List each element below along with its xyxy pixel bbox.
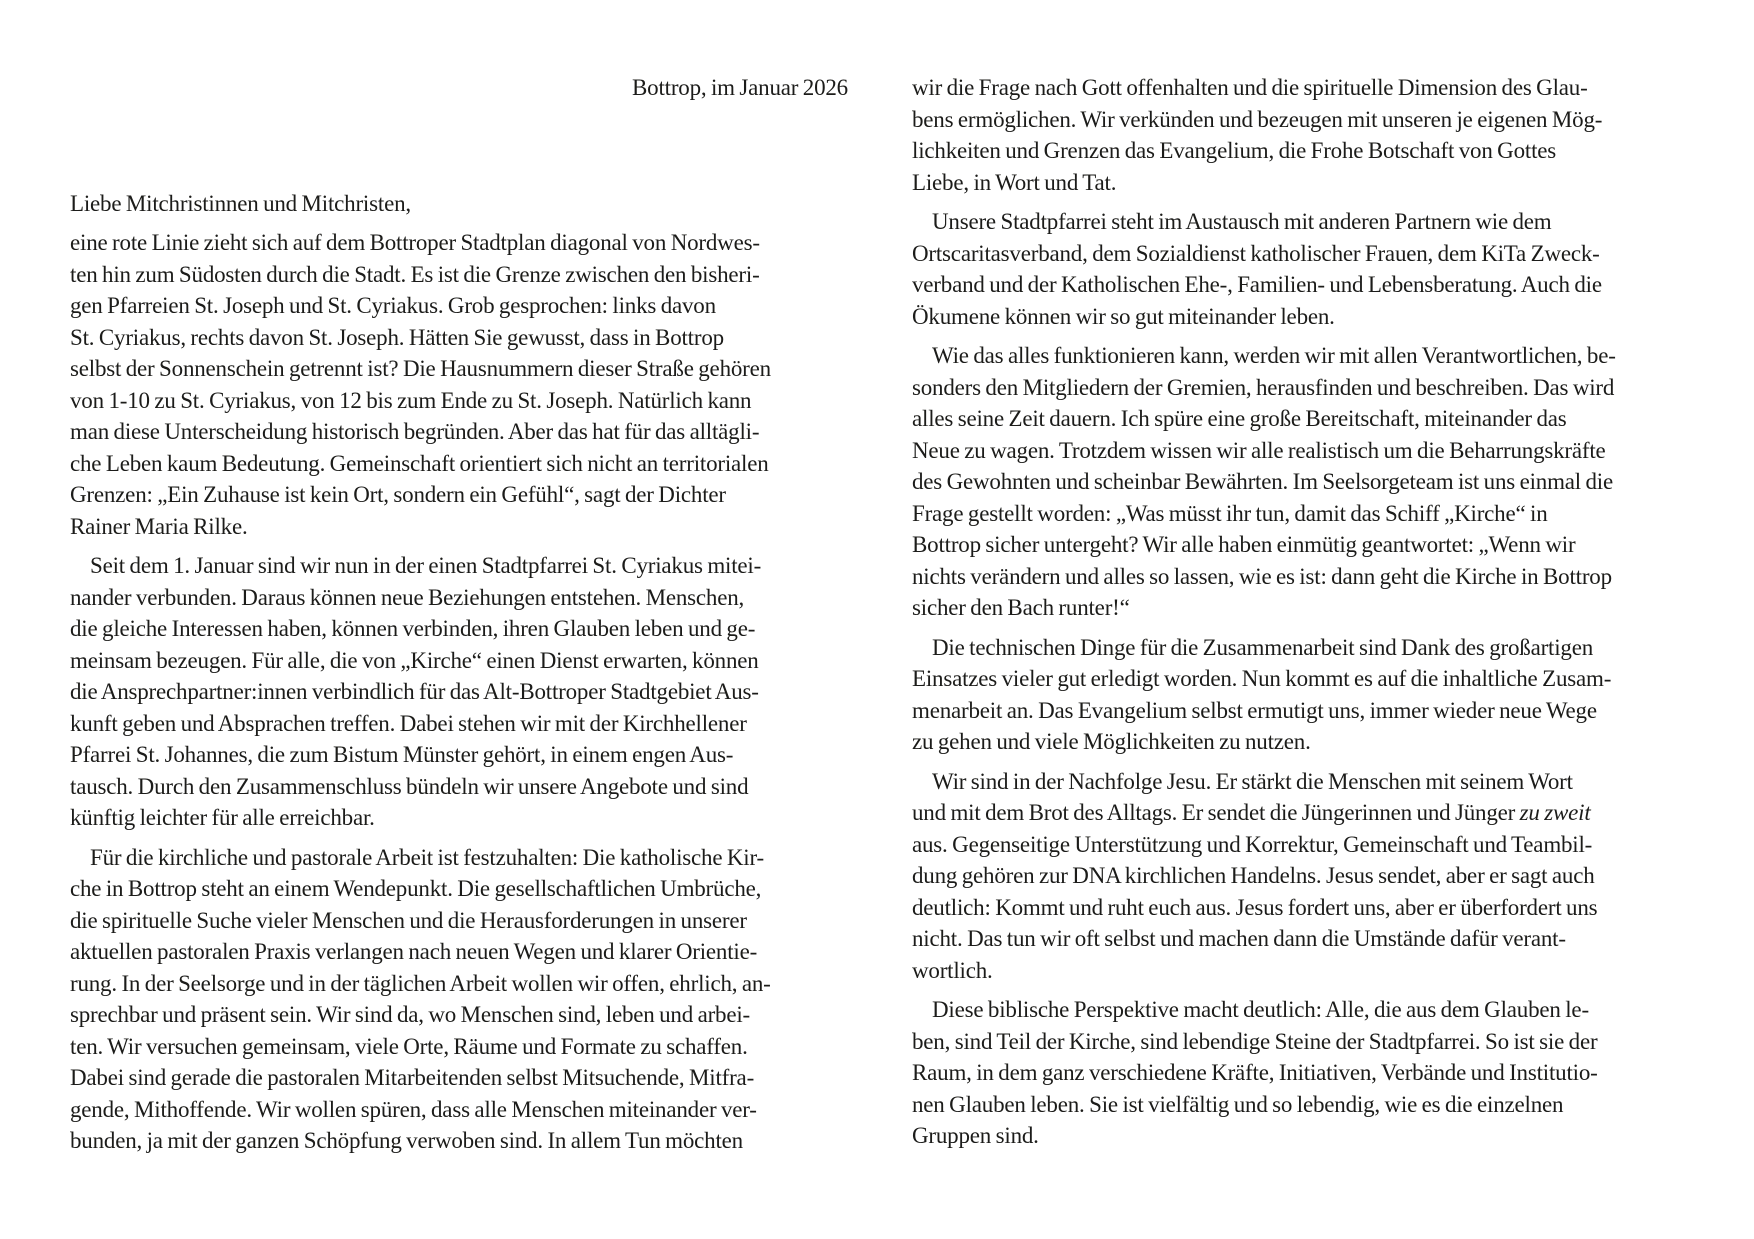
text-line: Bottrop sicher untergeht? Wir alle haben einmütig geantwortet: „Wenn wir: [912, 532, 1576, 557]
text-line: selbst der Sonnenschein getrennt ist? Die Hausnummern dieser Straße gehören: [70, 356, 771, 381]
text-line: Unsere Stadtpfarrei steht im Austausch mit anderen Partnern wie dem: [932, 209, 1552, 234]
text-line: deutlich: Kommt und ruht euch aus. Jesus fordert uns, aber er überfordert uns: [912, 894, 1598, 920]
text-line: gen Pfarreien St. Joseph und St. Cyriakus. Grob gesprochen: links davon: [70, 293, 716, 318]
text-line: zu gehen und viele Möglichkeiten zu nutzen.: [912, 729, 1311, 754]
paragraph: [912, 206, 1704, 332]
text-line: che in Bottrop steht an einem Wendepunkt. Die gesellschaftlichen Umbrüche,: [70, 876, 762, 901]
text-line: Gruppen sind.: [912, 1123, 1039, 1148]
column-left: [70, 72, 848, 1165]
text-line: ten hin zum Südosten durch die Stadt. Es ist die Grenze zwischen den bisheri-: [70, 261, 760, 287]
paragraph: [912, 632, 1704, 758]
dateline: Bottrop, im Januar 2026: [632, 75, 848, 100]
text-line: Frage gestellt worden: „Was müsst ihr tun, damit das Schiff „Kirche“ in: [912, 500, 1548, 526]
text-line: künftig leichter für alle erreichbar.: [70, 805, 375, 830]
text-line: wortlich.: [912, 957, 993, 983]
text-line: Liebe Mitchristinnen und Mitchristen,: [70, 190, 411, 216]
text-line: dung gehören zur DNA kirchlichen Handelns. Jesus sendet, aber er sagt auch: [912, 863, 1595, 888]
text-line: die Ansprechpartner:innen verbindlich für das Alt-Bottroper Stadtgebiet Aus-: [70, 679, 759, 704]
text-line: gende, Mithoffende. Wir wollen spüren, dass alle Menschen miteinander ver-: [70, 1096, 757, 1122]
text-line: ten. Wir versuchen gemeinsam, viele Orte, Räume und Formate zu schaffen.: [70, 1033, 748, 1059]
text-line: tausch. Durch den Zusammenschluss bündeln wir unsere Angebote und sind: [70, 773, 749, 799]
text-line: Ökumene können wir so gut miteinander leben.: [912, 303, 1335, 329]
text-line: Dabei sind gerade die pastoralen Mitarbeitenden selbst Mitsuchende, Mitfra-: [70, 1065, 755, 1090]
salutation: [70, 188, 848, 220]
italic-text-run: zu zweit: [1519, 800, 1591, 825]
text-line: Die technischen Dinge für die Zusammenarbeit sind Dank des großartigen: [932, 634, 1594, 660]
text-line: sicher den Bach runter!“: [912, 595, 1130, 620]
text-line: [912, 797, 1704, 829]
paragraph: [912, 72, 1704, 198]
text-line: Grenzen: „Ein Zuhause ist kein Ort, sondern ein Gefühl“, sagt der Dichter: [70, 482, 726, 507]
text-line: sprechbar und präsent sein. Wir sind da, wo Menschen sind, leben und arbei-: [70, 1002, 750, 1027]
text-line: Ortscaritasverband, dem Sozialdienst katholischer Frauen, dem KiTa Zweck-: [912, 240, 1600, 266]
text-line: Einsatzes vieler gut erledigt worden. Nun kommt es auf die inhaltliche Zusam-: [912, 666, 1612, 691]
text-line: Wir sind in der Nachfolge Jesu. Er stärkt die Menschen mit seinem Wort: [932, 768, 1573, 794]
text-line: Raum, in dem ganz verschiedene Kräfte, Initiativen, Verbände und Institutio-: [912, 1060, 1598, 1085]
text-line: des Gewohnten und scheinbar Bewährten. Im Seelsorgeteam ist uns einmal die: [912, 469, 1614, 494]
text-line: rung. In der Seelsorge und in der täglichen Arbeit wollen wir offen, ehrlich, an-: [70, 970, 771, 996]
text-line: eine rote Linie zieht sich auf dem Bottroper Stadtplan diagonal von Nordwes-: [70, 230, 760, 255]
text-line: Liebe, in Wort und Tat.: [912, 169, 1117, 195]
column-right: [912, 72, 1704, 1160]
text-line: meinsam bezeugen. Für alle, die von „Kirche“ einen Dienst erwarten, können: [70, 647, 759, 673]
text-line: ben, sind Teil der Kirche, sind lebendige Steine der Stadtpfarrei. So ist sie der: [912, 1028, 1598, 1054]
text-line: verband und der Katholischen Ehe-, Familien- und Lebensberatung. Auch die: [912, 272, 1602, 297]
paragraph: [912, 994, 1704, 1152]
text-line: nander verbunden. Daraus können neue Beziehungen entstehen. Menschen,: [70, 584, 745, 610]
text-line: kunft geben und Absprachen treffen. Dabei stehen wir mit der Kirchhellener: [70, 710, 747, 736]
text-line: che Leben kaum Bedeutung. Gemeinschaft orientiert sich nicht an territorialen: [70, 450, 769, 476]
text-line: sonders den Mitgliedern der Gremien, herausfinden und beschreiben. Das wird: [912, 374, 1615, 400]
text-line: bunden, ja mit der ganzen Schöpfung verwoben sind. In allem Tun möchten: [70, 1128, 743, 1153]
text-line: man diese Unterscheidung historisch begründen. Aber das hat für das alltägli-: [70, 419, 760, 444]
text-line: aus. Gegenseitige Unterstützung und Korrektur, Gemeinschaft und Teambil-: [912, 831, 1593, 857]
text-line: Pfarrei St. Johannes, die zum Bistum Münster gehört, in einem engen Aus-: [70, 742, 734, 767]
paragraph: [70, 550, 848, 834]
text-line: Für die kirchliche und pastorale Arbeit ist festzuhalten: Die katholische Kir-: [90, 844, 764, 870]
text-line: die gleiche Interessen haben, können verbinden, ihren Glauben leben und ge-: [70, 616, 756, 641]
paragraph: [912, 766, 1704, 987]
text-run: und mit dem Brot des Alltags. Er sendet die Jüngerinnen und Jünger: [912, 800, 1520, 825]
text-line: wir die Frage nach Gott offenhalten und die spirituelle Dimension des Glau-: [912, 75, 1588, 100]
text-line: Seit dem 1. Januar sind wir nun in der einen Stadtpfarrei St. Cyriakus mitei-: [90, 553, 762, 578]
text-line: Diese biblische Perspektive macht deutlich: Alle, die aus dem Glauben le-: [932, 997, 1589, 1022]
paragraph: [912, 340, 1704, 624]
text-line: alles seine Zeit dauern. Ich spüre eine große Bereitschaft, miteinander das: [912, 406, 1567, 431]
text-line: aktuellen pastoralen Praxis verlangen nach neuen Wegen und klarer Orientie-: [70, 939, 758, 964]
paragraph: [70, 227, 848, 542]
text-line: von 1-10 zu St. Cyriakus, von 12 bis zum Ende zu St. Joseph. Natürlich kann: [70, 387, 752, 413]
text-line: bens ermöglichen. Wir verkünden und bezeugen mit unseren je eigenen Mög-: [912, 106, 1603, 132]
text-line: Neue zu wagen. Trotzdem wissen wir alle realistisch um die Beharrungskräfte: [912, 437, 1606, 463]
text-line: St. Cyriakus, rechts davon St. Joseph. Hätten Sie gewusst, dass in Bottrop: [70, 324, 724, 350]
text-line: nicht. Das tun wir oft selbst und machen dann die Umstände dafür verant-: [912, 926, 1566, 951]
text-line: nen Glauben leben. Sie ist vielfältig und so lebendig, wie es die einzelnen: [912, 1091, 1564, 1117]
text-line: nichts verändern und alles so lassen, wie es ist: dann geht die Kirche in Bottrop: [912, 563, 1612, 589]
text-line: menarbeit an. Das Evangelium selbst ermutigt uns, immer wieder neue Wege: [912, 697, 1597, 723]
text-line: lichkeiten und Grenzen das Evangelium, die Frohe Botschaft von Gottes: [912, 138, 1557, 163]
text-line: Rainer Maria Rilke.: [70, 513, 248, 539]
text-line: Wie das alles funktionieren kann, werden wir mit allen Verantwortlichen, be-: [932, 343, 1616, 368]
paragraph: [70, 842, 848, 1157]
text-line: die spirituelle Suche vieler Menschen und die Herausforderungen in unserer: [70, 907, 747, 933]
